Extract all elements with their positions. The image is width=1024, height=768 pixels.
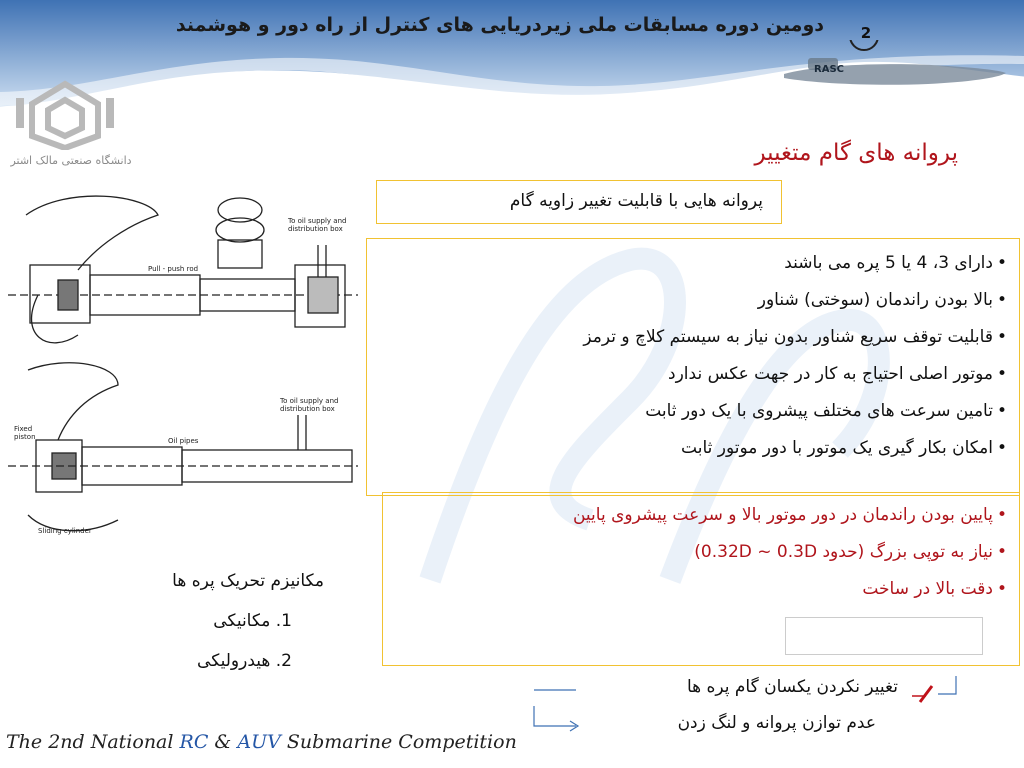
slide-number: 2 bbox=[860, 24, 872, 42]
propeller-diagram bbox=[8, 185, 368, 545]
page-title: پروانه های گام متغییر bbox=[754, 140, 958, 166]
disadvantages-list bbox=[573, 501, 1007, 612]
list-item: •موتور اصلی احتیاج به کار در جهت عکس ندارد bbox=[668, 364, 1007, 384]
list-item: •نیاز به توپی بزرگ (حدود 0.32D ~ 0.3D) bbox=[694, 542, 1007, 562]
consequence-item: عدم توازن پروانه و لنگ زدن bbox=[677, 713, 876, 733]
university-name: دانشگاه صنعتی مالک اشتر bbox=[10, 154, 132, 167]
features-box bbox=[366, 238, 1020, 496]
list-item: •بالا بودن راندمان (سوختی) شناور bbox=[757, 290, 1007, 310]
label-distribution-top: distribution box bbox=[288, 225, 343, 233]
label-fixed: Fixed bbox=[14, 425, 33, 433]
label-distribution-bottom: distribution box bbox=[280, 405, 335, 413]
label-oil-supply-bottom: To oil supply and bbox=[280, 397, 339, 405]
footer-text: Submarine Competition bbox=[280, 731, 517, 753]
subtitle: پروانه هایی با قابلیت تغییر زاویه گام bbox=[509, 191, 763, 211]
list-item: •دقت بالا در ساخت bbox=[862, 579, 1007, 599]
footer-amp: & bbox=[208, 731, 238, 753]
submarine-icon bbox=[778, 40, 1008, 100]
label-oil-pipes: Oil pipes bbox=[168, 437, 199, 445]
label-push-rod: Pull - push rod bbox=[148, 265, 199, 273]
list-item: •تامین سرعت های مختلف پیشروی با یک دور ثابت bbox=[645, 401, 1007, 421]
consequences-section bbox=[678, 674, 898, 746]
banner-title: دومین دوره مسابقات ملی زیردریایی های کنترل از راه دور و هوشمند bbox=[175, 14, 824, 36]
empty-textbox bbox=[785, 617, 983, 655]
footer-text: The 2nd National bbox=[6, 731, 180, 753]
label-oil-supply-top: To oil supply and bbox=[288, 217, 347, 225]
label-piston: piston bbox=[14, 433, 36, 441]
red-mark-icon bbox=[920, 686, 932, 702]
university-logo-icon bbox=[10, 78, 120, 150]
disadvantages-box bbox=[382, 492, 1020, 666]
list-item: •امکان بکار گیری یک موتور با دور موتور ثابت bbox=[681, 438, 1007, 458]
footer-auv: AUV bbox=[237, 731, 281, 753]
mechanism-section bbox=[172, 568, 324, 688]
list-item: •پایین بودن راندمان در دور موتور بالا و سرعت پیشروی پایین bbox=[572, 505, 1007, 525]
consequence-item: تغییر نکردن یکسان گام پره ها bbox=[686, 677, 898, 697]
subtitle-box bbox=[376, 180, 782, 224]
rasc-badge: RASC bbox=[814, 64, 844, 75]
footer-rc: RC bbox=[179, 731, 209, 753]
label-sliding-cylinder: Sliding cylinder bbox=[38, 527, 92, 535]
mechanism-item-mechanical: 1. مکانیکی bbox=[213, 611, 292, 631]
mechanism-heading: مکانیزم تحریک پره ها bbox=[172, 571, 324, 591]
footer bbox=[6, 731, 517, 753]
features-list bbox=[583, 249, 1007, 471]
mechanism-item-hydraulic: 2. هیدرولیکی bbox=[197, 651, 292, 671]
list-item: •دارای 3، 4 یا 5 پره می باشند bbox=[784, 253, 1007, 273]
list-item: •قابلیت توقف سریع شناور بدون نیاز به سیستم کلاچ و ترمز bbox=[583, 327, 1007, 347]
